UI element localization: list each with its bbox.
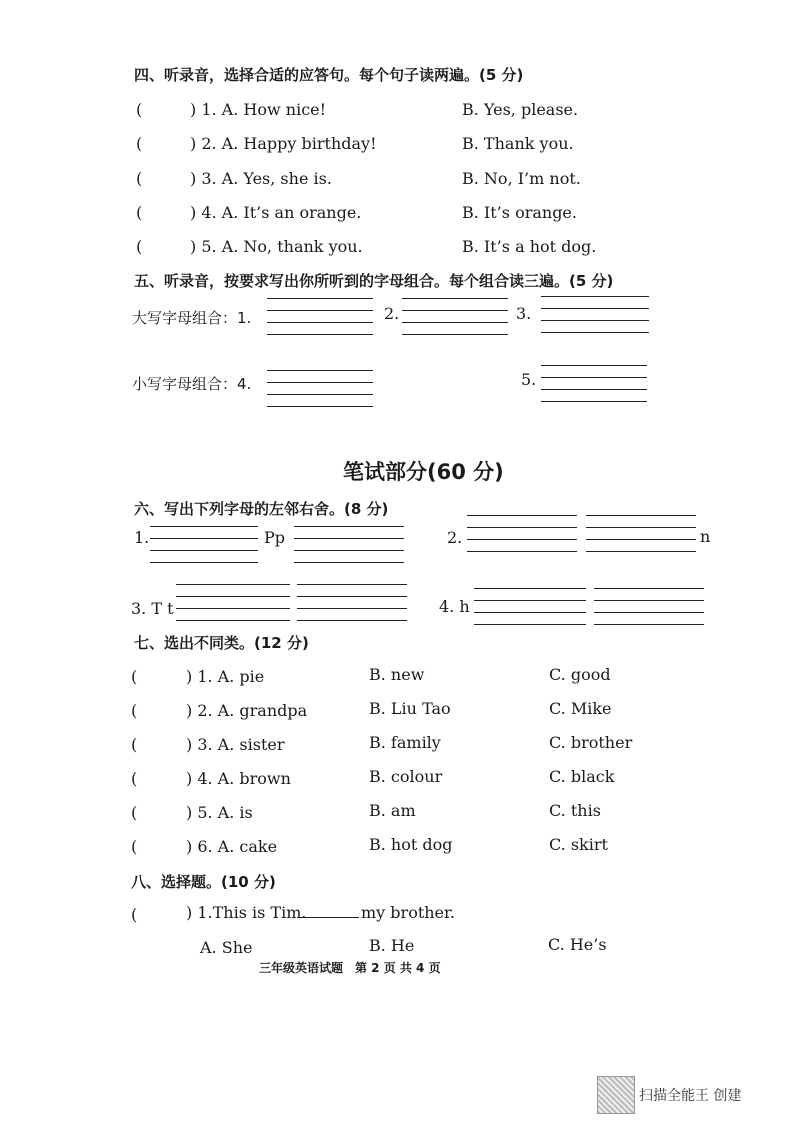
uppercase-label: 大写字母组合：1.: [132, 309, 252, 327]
option-b: B. family: [369, 733, 441, 752]
option-c: C. Mike: [549, 699, 612, 718]
option-a: ) 2. A. grandpa: [186, 701, 308, 720]
item-number: 2.: [384, 304, 400, 323]
section6-title: 六、写出下列字母的左邻右舍。(8 分): [134, 500, 389, 518]
item-number: 3.: [516, 304, 532, 323]
item-number: 2.: [447, 528, 463, 547]
question-option-a: ) 5. A. No, thank you.: [190, 237, 363, 256]
question-option-a: ) 3. A. Yes, she is.: [190, 169, 332, 188]
answer-paren[interactable]: (: [131, 735, 138, 754]
answer-paren[interactable]: (: [136, 134, 143, 153]
item-number: 1.: [134, 528, 150, 547]
question-option-a: ) 1. A. How nice!: [190, 100, 327, 119]
page-footer: 三年级英语试题 第 2 页 共 4 页: [259, 961, 441, 975]
question-option-b: B. Yes, please.: [462, 100, 579, 119]
scanner-watermark: 扫描全能王 创建: [639, 1088, 742, 1104]
section7-title: 七、选出不同类。(12 分): [134, 634, 309, 652]
lowercase-label: 小写字母组合：4.: [132, 375, 252, 393]
answer-paren[interactable]: (: [136, 203, 143, 222]
option-b: B. colour: [369, 767, 443, 786]
option-b: B. hot dog: [369, 835, 453, 854]
answer-paren[interactable]: (: [136, 169, 143, 188]
option-b: B. new: [369, 665, 425, 684]
option-c: C. good: [549, 665, 611, 684]
question-option-b: B. No, I’m not.: [462, 169, 581, 188]
answer-paren[interactable]: (: [136, 100, 143, 119]
option-b: B. Liu Tao: [369, 699, 451, 718]
answer-paren[interactable]: (: [131, 905, 138, 924]
option-a: ) 6. A. cake: [186, 837, 278, 856]
answer-paren[interactable]: (: [131, 701, 138, 720]
question-option-b: B. It’s a hot dog.: [462, 237, 597, 256]
qr-code-icon: [597, 1076, 635, 1114]
question-option-a: ) 4. A. It’s an orange.: [190, 203, 362, 222]
option-c: C. this: [549, 801, 601, 820]
option-a: ) 5. A. is: [186, 803, 253, 822]
written-part-title: 笔试部分(60 分): [343, 460, 504, 484]
option-a: A. She: [200, 938, 253, 957]
given-letter: Pp: [264, 528, 286, 547]
question-stem-end: my brother.: [361, 903, 455, 922]
option-b: B. He: [369, 936, 415, 955]
question-option-b: B. It’s orange.: [462, 203, 577, 222]
given-letter: n: [700, 527, 711, 546]
answer-paren[interactable]: (: [131, 803, 138, 822]
option-c: C. brother: [549, 733, 633, 752]
option-a: ) 4. A. brown: [186, 769, 291, 788]
answer-paren[interactable]: (: [131, 667, 138, 686]
given-letter: 4. h: [439, 597, 470, 616]
option-a: ) 1. A. pie: [186, 667, 265, 686]
section5-title: 五、听录音，按要求写出你所听到的字母组合。每个组合读三遍。(5 分): [134, 272, 614, 290]
question-option-a: ) 2. A. Happy birthday!: [190, 134, 377, 153]
answer-paren[interactable]: (: [136, 237, 143, 256]
section4-title: 四、听录音，选择合适的应答句。每个句子读两遍。(5 分): [134, 66, 524, 84]
question-stem: ) 1.This is Tim.: [186, 903, 307, 922]
option-c: C. He’s: [548, 935, 607, 954]
answer-paren[interactable]: (: [131, 769, 138, 788]
item-number: 5.: [521, 370, 537, 389]
question-option-b: B. Thank you.: [462, 134, 574, 153]
section8-title: 八、选择题。(10 分): [131, 873, 276, 891]
option-c: C. black: [549, 767, 615, 786]
option-c: C. skirt: [549, 835, 608, 854]
fill-blank-line[interactable]: [299, 917, 359, 918]
option-a: ) 3. A. sister: [186, 735, 285, 754]
answer-paren[interactable]: (: [131, 837, 138, 856]
option-b: B. am: [369, 801, 416, 820]
given-letter: 3. T t: [131, 599, 174, 618]
